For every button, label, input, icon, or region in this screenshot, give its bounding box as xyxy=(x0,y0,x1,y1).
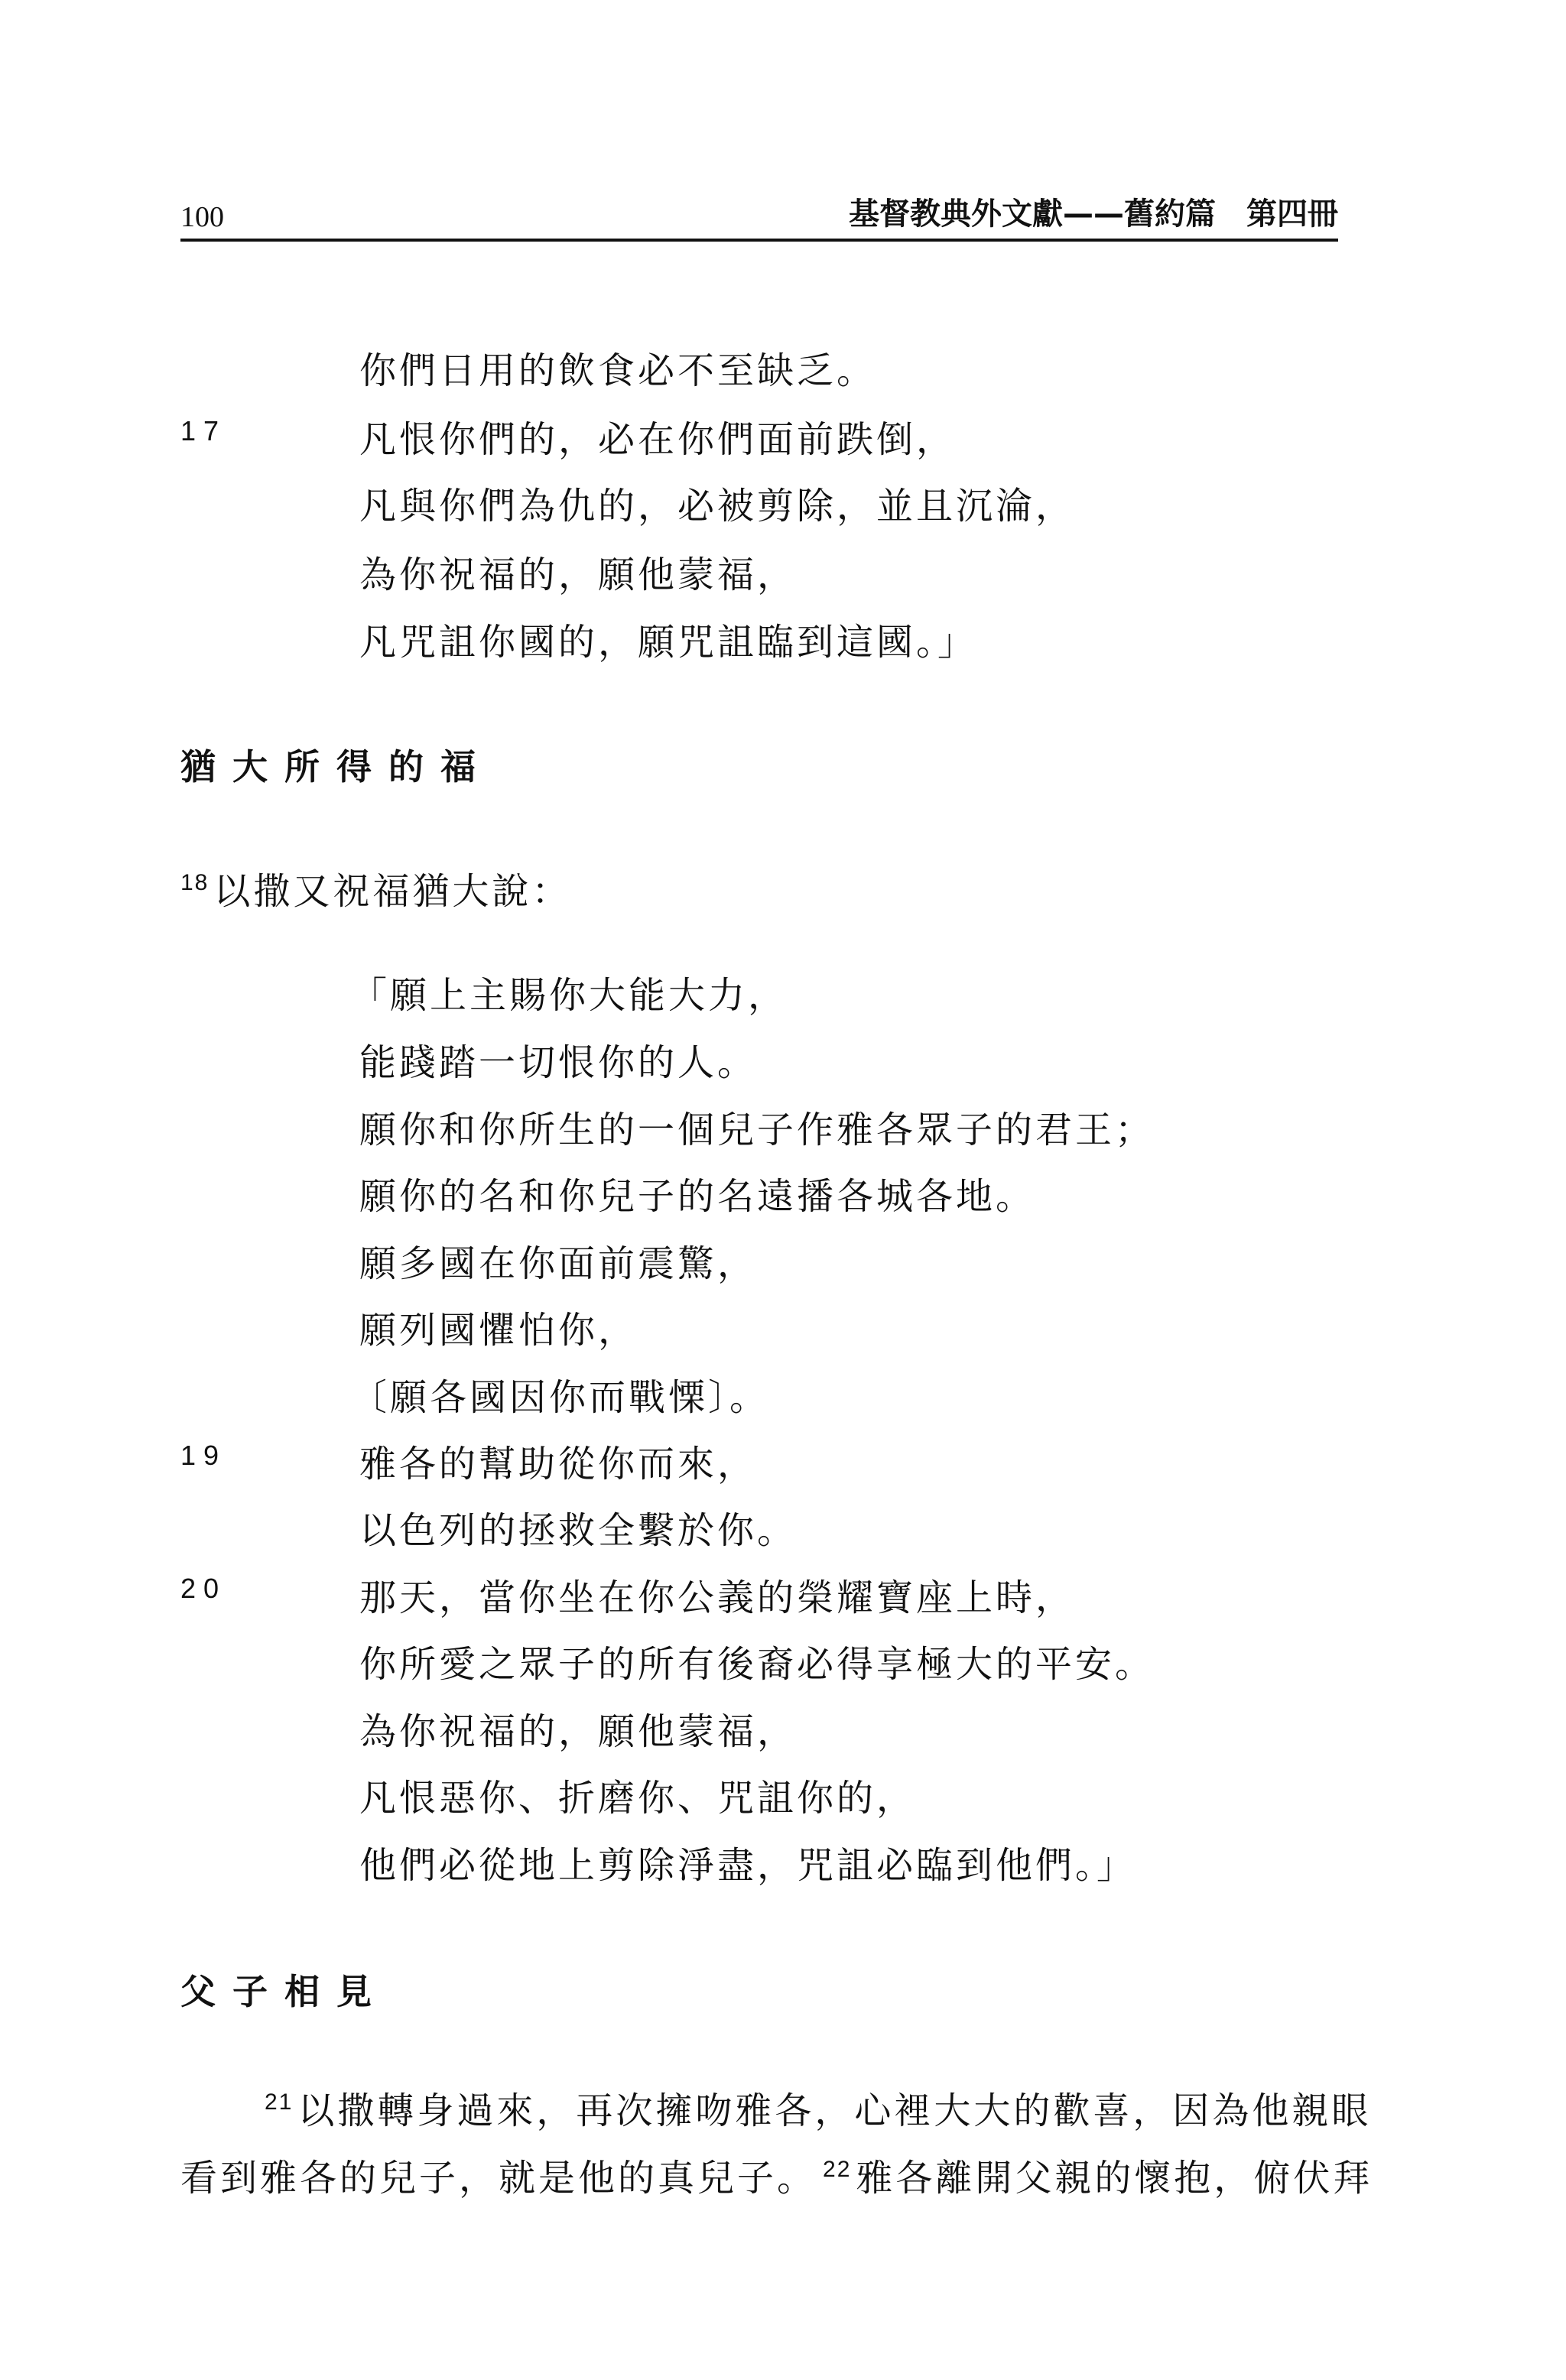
verse-line: 願列國懼怕你， xyxy=(359,1309,638,1352)
verse-line: 「願上主賜你大能大力， xyxy=(350,974,788,1017)
verse-number-21: 21 xyxy=(265,2089,294,2115)
verse-number-20: 20 xyxy=(180,1573,227,1604)
paragraph-text: 以撒轉身過來，再次擁吻雅各，心裡大大的歡喜，因為他親眼 xyxy=(297,2089,1372,2132)
verse-number-18: 18 xyxy=(180,870,210,895)
verse-line: 你們日用的飲食必不至缺乏。 xyxy=(359,349,877,392)
verse-line: 〔願各國因你而戰慄〕。 xyxy=(350,1376,770,1419)
verse-line: 你所愛之眾子的所有後裔必得享極大的平安。 xyxy=(359,1643,1155,1686)
verse-line: 凡恨你們的，必在你們面前跌倒， xyxy=(359,418,957,461)
verse-line: 那天，當你坐在你公義的榮耀寶座上時， xyxy=(359,1576,1076,1619)
book-title: 基督教典外文獻——舊約篇 xyxy=(849,196,1216,232)
verse-number-17: 17 xyxy=(180,415,227,446)
verse-line: 願多國在你面前震驚， xyxy=(359,1242,758,1285)
verse-line: 為你祝福的，願他蒙福， xyxy=(359,554,798,596)
running-head xyxy=(780,196,1338,232)
verse-line: 雅各的幫助從你而來， xyxy=(359,1443,758,1485)
verse-number-19: 19 xyxy=(180,1440,227,1471)
verse-line: 為你祝福的，願他蒙福， xyxy=(359,1710,798,1753)
verse-line: 凡恨惡你、折磨你、咒詛你的， xyxy=(359,1777,917,1820)
verse-line: 能踐踏一切恨你的人。 xyxy=(359,1041,758,1084)
verse-line: 以色列的拯救全繫於你。 xyxy=(359,1509,798,1552)
verse-line: 願你和你所生的一個兒子作雅各眾子的君王； xyxy=(359,1109,1155,1151)
verse-line: 他們必從地上剪除淨盡，咒詛必臨到他們。」 xyxy=(359,1844,1137,1887)
section-heading: 猶大所得的福 xyxy=(180,746,492,787)
verse-18-line xyxy=(180,860,571,914)
verse-line: 願你的名和你兒子的名遠播各城各地。 xyxy=(359,1175,1036,1218)
section-heading: 父子相見 xyxy=(180,1971,388,2012)
verse-line: 凡與你們為仇的，必被剪除，並且沉淪， xyxy=(359,485,1076,528)
paragraph-text: 看到雅各的兒子，就是他的真兒子。 xyxy=(180,2157,817,2200)
verse-line: 凡咒詛你國的，願咒詛臨到這國。」 xyxy=(359,621,978,664)
verse-18-text: 以撒又祝福猶大說： xyxy=(213,870,572,913)
paragraph-line xyxy=(265,2080,1371,2134)
volume-label: 第四冊 xyxy=(1246,196,1338,232)
paragraph-line xyxy=(180,2147,1373,2201)
paragraph-text: 雅各離開父親的懷抱，俯伏拜 xyxy=(856,2157,1373,2200)
verse-number-22: 22 xyxy=(823,2157,852,2182)
header-rule xyxy=(180,239,1338,242)
page-number: 100 xyxy=(180,201,224,233)
